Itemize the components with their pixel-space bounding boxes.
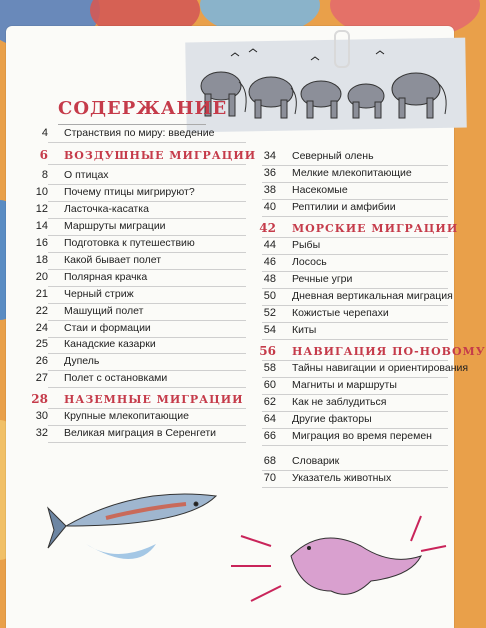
toc-divider <box>262 377 448 378</box>
toc-page-number: 56 <box>259 344 276 358</box>
toc-entry[interactable] <box>248 288 453 304</box>
toc-page-number: 18 <box>35 254 48 266</box>
toc-entry-title: Дупель <box>64 355 100 367</box>
toc-entry-title: Почему птицы мигрируют? <box>64 186 195 198</box>
toc-divider <box>262 487 448 488</box>
toc-entry-title: Подготовка к путешествию <box>64 237 195 249</box>
toc-divider <box>262 360 448 361</box>
toc-page-number: 58 <box>263 362 276 374</box>
toc-divider <box>48 425 246 426</box>
toc-entry-title: Тайны навигации и ориентирования <box>292 362 469 374</box>
toc-page-number: 25 <box>35 338 48 350</box>
toc-page-number: 50 <box>263 290 276 302</box>
toc-divider <box>48 164 246 165</box>
toc-section-heading[interactable] <box>248 220 458 236</box>
toc-entry[interactable] <box>20 125 214 141</box>
toc-divider <box>48 184 246 185</box>
toc-divider <box>48 320 246 321</box>
toc-page-number: 28 <box>31 392 48 406</box>
toc-entry-title: Какой бывает полет <box>64 254 162 266</box>
toc-entry-title: Киты <box>292 324 317 336</box>
toc-divider <box>262 216 448 217</box>
toc-divider <box>48 370 246 371</box>
toc-entry-title: Другие факторы <box>292 413 372 425</box>
toc-page-number: 62 <box>263 396 276 408</box>
toc-page-number: 27 <box>35 372 48 384</box>
toc-entry-title: Полет с остановками <box>64 372 168 384</box>
toc-entry-title: Маршруты миграции <box>64 220 166 232</box>
toc-divider <box>48 353 246 354</box>
toc-page-number: 70 <box>263 472 276 484</box>
toc-page-number: 20 <box>35 271 48 283</box>
toc-page-number: 48 <box>263 273 276 285</box>
toc-divider <box>262 339 448 340</box>
toc-divider <box>262 237 448 238</box>
toc-entry[interactable] <box>248 199 396 215</box>
toc-entry[interactable] <box>248 322 316 338</box>
toc-entry[interactable] <box>248 428 432 444</box>
toc-entry-title: Кожистые черепахи <box>292 307 389 319</box>
toc-page-number: 32 <box>35 427 48 439</box>
toc-divider <box>48 408 246 409</box>
toc-entry-title: Странствия по миру: введение <box>64 127 215 139</box>
toc-entry-title: Рыбы <box>292 239 321 251</box>
toc-page-number: 16 <box>35 237 48 249</box>
toc-entry-title: Машущий полет <box>64 305 144 317</box>
toc-divider <box>262 305 448 306</box>
toc-entry-title: Речные угри <box>292 273 353 285</box>
toc-entry-title: НАЗЕМНЫЕ МИГРАЦИИ <box>64 392 244 406</box>
toc-page-number: 66 <box>263 430 276 442</box>
toc-entry-title: Черный стриж <box>64 288 134 300</box>
toc-divider <box>262 428 448 429</box>
lizard-illustration <box>231 506 451 616</box>
toc-divider <box>48 252 246 253</box>
toc-entry[interactable] <box>248 377 397 393</box>
toc-page-number: 30 <box>35 410 48 422</box>
toc-entry[interactable] <box>248 182 348 198</box>
toc-entry[interactable] <box>248 305 389 321</box>
toc-section-heading[interactable] <box>248 343 486 359</box>
toc-entry[interactable] <box>248 165 412 181</box>
toc-entry[interactable] <box>20 303 143 319</box>
toc-entry[interactable] <box>20 184 195 200</box>
toc-entry-title: МОРСКИЕ МИГРАЦИИ <box>292 221 459 235</box>
toc-page-number: 24 <box>35 322 48 334</box>
page-title: СОДЕРЖАНИЕ <box>58 98 228 119</box>
toc-entry[interactable] <box>248 360 468 376</box>
toc-entry[interactable] <box>20 320 151 336</box>
toc-entry-title: Дневная вертикальная миграция <box>292 290 453 302</box>
toc-entry-title: Магниты и маршруты <box>292 379 397 391</box>
toc-page-number: 44 <box>263 239 276 251</box>
toc-divider <box>48 387 246 388</box>
toc-page-number: 40 <box>263 201 276 213</box>
toc-entry[interactable] <box>20 408 189 424</box>
toc-divider <box>262 411 448 412</box>
toc-entry-title: Великая миграция в Серенгети <box>64 427 216 439</box>
toc-entry-title: Как не заблудиться <box>292 396 387 408</box>
toc-page-number: 38 <box>263 184 276 196</box>
toc-section-heading[interactable] <box>20 391 243 407</box>
toc-entry-title: Миграция во время перемен <box>292 430 432 442</box>
toc-divider <box>48 235 246 236</box>
toc-divider <box>262 288 448 289</box>
toc-entry-title: Мелкие млекопитающие <box>292 167 412 179</box>
toc-page-number: 34 <box>263 150 276 162</box>
toc-entry-title: Канадские казарки <box>64 338 156 350</box>
toc-divider <box>48 337 246 338</box>
toc-divider <box>262 199 448 200</box>
contents-page <box>6 26 486 628</box>
toc-page-number: 36 <box>263 167 276 179</box>
toc-entry-title: Ласточка-касатка <box>64 203 149 215</box>
toc-entry-title: НАВИГАЦИЯ ПО-НОВОМУ <box>292 344 486 358</box>
toc-page-number: 42 <box>259 221 276 235</box>
toc-divider <box>262 445 448 446</box>
toc-divider <box>48 201 246 202</box>
toc-divider <box>48 269 246 270</box>
toc-entry[interactable] <box>248 453 339 469</box>
toc-page-number: 68 <box>263 455 276 467</box>
toc-entry-title: Крупные млекопитающие <box>64 410 189 422</box>
toc-entry-title: Насекомые <box>292 184 348 196</box>
toc-page-number: 54 <box>263 324 276 336</box>
toc-entry-title: Северный олень <box>292 150 374 162</box>
toc-divider <box>48 286 246 287</box>
toc-page-number: 10 <box>35 186 48 198</box>
toc-entry[interactable] <box>20 425 216 441</box>
toc-entry[interactable] <box>248 148 374 164</box>
toc-entry[interactable] <box>248 271 352 287</box>
toc-entry-title: Словарик <box>292 455 340 467</box>
toc-entry[interactable] <box>20 286 134 302</box>
toc-page-number: 60 <box>263 379 276 391</box>
toc-page-number: 4 <box>41 127 48 139</box>
toc-entry-title: Рептилии и амфибии <box>292 201 396 213</box>
toc-entry-title: Стаи и формации <box>64 322 151 334</box>
toc-page-number: 8 <box>41 169 48 181</box>
toc-entry[interactable] <box>248 411 372 427</box>
toc-divider <box>262 182 448 183</box>
toc-divider <box>262 254 448 255</box>
elephant-herd-illustration <box>191 44 456 124</box>
toc-entry-title: Указатель животных <box>292 472 392 484</box>
toc-page-number: 64 <box>263 413 276 425</box>
toc-entry[interactable] <box>20 336 156 352</box>
toc-page-number: 26 <box>35 355 48 367</box>
toc-page-number: 12 <box>35 203 48 215</box>
toc-entry[interactable] <box>20 201 149 217</box>
toc-entry[interactable] <box>20 252 161 268</box>
toc-page-number: 22 <box>35 305 48 317</box>
toc-entry[interactable] <box>20 218 166 234</box>
toc-entry[interactable] <box>20 370 167 386</box>
toc-page-number: 21 <box>35 288 48 300</box>
toc-entry[interactable] <box>20 167 109 183</box>
toc-entry[interactable] <box>20 353 99 369</box>
salmon-illustration <box>46 466 226 576</box>
toc-divider <box>48 218 246 219</box>
toc-page-number: 46 <box>263 256 276 268</box>
toc-section-heading[interactable] <box>20 147 256 163</box>
toc-divider <box>262 470 448 471</box>
toc-entry[interactable] <box>248 237 320 253</box>
toc-entry-title: Лосось <box>292 256 327 268</box>
toc-entry-title: Полярная крачка <box>64 271 148 283</box>
toc-entry[interactable] <box>20 235 195 251</box>
toc-entry[interactable] <box>248 470 391 486</box>
toc-page-number: 14 <box>35 220 48 232</box>
toc-divider <box>262 322 448 323</box>
toc-entry-title: О птицах <box>64 169 109 181</box>
toc-divider <box>262 165 448 166</box>
toc-page-number: 52 <box>263 307 276 319</box>
toc-divider <box>48 442 246 443</box>
toc-divider <box>262 394 448 395</box>
toc-entry[interactable] <box>248 254 327 270</box>
toc-page-number: 6 <box>39 148 48 162</box>
toc-entry-title: ВОЗДУШНЫЕ МИГРАЦИИ <box>64 148 257 162</box>
toc-divider <box>262 271 448 272</box>
toc-entry[interactable] <box>20 269 147 285</box>
toc-divider <box>48 142 246 143</box>
toc-entry[interactable] <box>248 394 386 410</box>
toc-divider <box>48 303 246 304</box>
